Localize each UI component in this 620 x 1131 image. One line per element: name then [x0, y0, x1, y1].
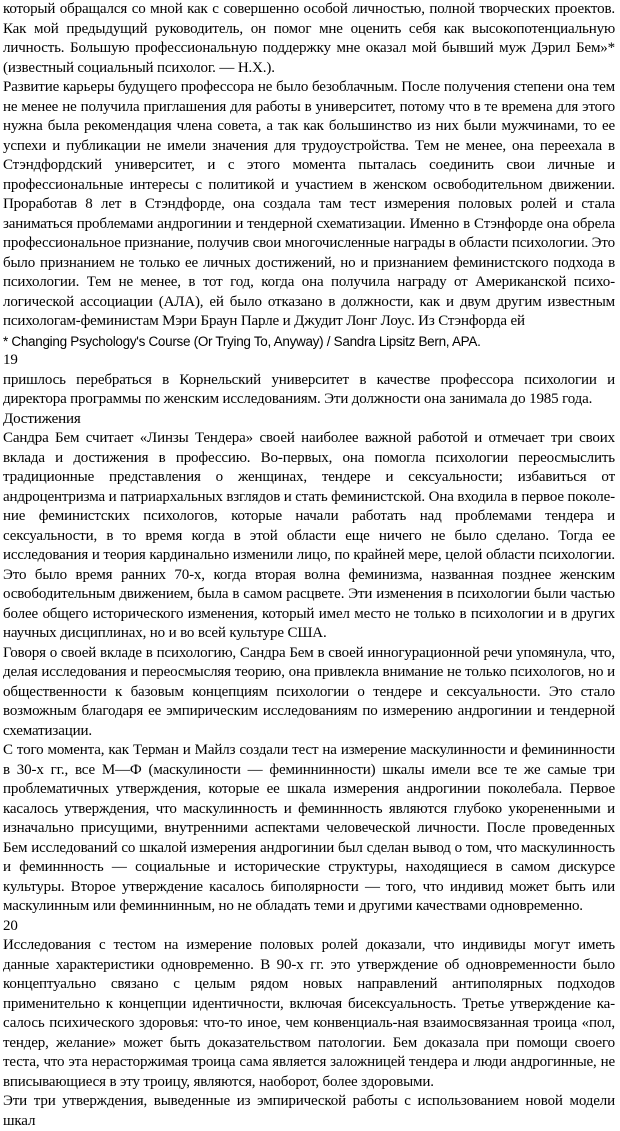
paragraph-intro-quote: который обращался со мной как с совершенно особой личностью, полной творческих проектов. Как мой предыдущий руководитель, он помог мне оценить себя как высокопотенциальную личность. Большую профессиональную поддержку мне оказал мой бывший муж Дэрил Бем»* (известный социальный психолог. — Н.Х.).	[3, 1, 615, 76]
section-heading: Достижения	[3, 410, 81, 427]
paragraph-career: Развитие карьеры будущего профессора не было безоблачным. После получения степени она тем не менее не получила приглашения для работы в университет, потому что в те времена для этого нужна была рекомендация члена совета, а так как большинство из них были мужчинами, то ее успехи и публикации не имели значения для трудоустройства. Тем не менее, она переехала в Стэндфордский университет, и с этого момента пыталась соединить свои личные и профессиональные интересы с политикой и участием в женском освободительном движении. Проработав 8 лет в Стэндфорде, она создала там тест измерения половых ролей и стала заниматься проблемами андрогинии и тендерной схематизации. Именно в Стэнфорде она обрела профессиональное признание, получив свои многочисленные награды в области психологии. Это было признанием не только ее личных достижений, но и признанием феминистского подхода в психологии. Тем не менее, в тот год, когда она получила награду от Американской психо-логической ассоциации (АЛА), ей было отказано в должности, как и двум другим известным психологам-феминистам Мэри Браун Парле и Джудит Лонг Лоус. Из Стэнфорда ей	[3, 79, 615, 329]
paragraph-research-results: Исследования с тестом на измерение половых ролей доказали, что индивиды могут иметь данные характеристики одновременно. В 90-х гг. это утверждение об одновременности было концептуально связано с целым рядом новых направлений антиполярных подходов применительно к концепции идентичности, включая бисексуальность. Третье утверждение ка-салось психического здоровья: что-то иное, чем конвенциаль-ная взаимосвязанная троица «пол, тендер, желание» может быть доказательством патологии. Бем доказала при помощи своего теста, что эта нерасторжимая троица сама является заложницей тендера и люди андрогинные, не вписывающиеся в эту троицу, являются, наоборот, более здоровыми.	[3, 937, 615, 1090]
paragraph-continued: пришлось перебраться в Корнельский университет в качестве профессора психологии и директора программы по женским исследованиям. Эти должности она занимала до 1985 года.	[3, 371, 615, 407]
page-number: 19	[3, 352, 18, 368]
paragraph-achievements: Сандра Бем считает «Линзы Тендера» своей наиболее важной работой и отмечает три своих вклада и достижения в профессию. Во-первых, она помогла психологии переосмыслить традиционные представления о женщинах, тендере и сексуальности; избавиться от андроцентризма и патриархальных взглядов и стать феминистской. Она входила в первое поколе-ние феминистских психологов, которые начали работать над проблемами тендера и сексуальности, в то время когда в этой области еще ничего не было сделано. Тогда ее исследования и теория кардинально изменили лицо, по крайней мере, целой области психологии. Это было время ранних 70-х, когда вторая волна феминизма, названная позднее женским освободительным движением, была в самом расцвете. Эти изменения в психологии были частью более общего исторического изменения, который имел место не только в психологии и в других научных дисциплинах, но и во всей культуре США.	[3, 430, 615, 641]
paragraph-contribution: Говоря о своей вкладе в психологию, Сандра Бем в своей инногурационной речи упомянула, что, делая исследования и переосмысляя теорию, она привлекла внимание не только психологов, но и общественности к базовым концепциям психологии о тендере и сексуальности. Это стало возможным благодаря ее эмпирическим исследованиям по измерению андрогинии и тендерной схематизации.	[3, 644, 615, 739]
paragraph-terman-miles: С того момента, как Терман и Майлз создали тест на измерение маскулинности и фемининности в 30-х гг., все М—Ф (маскулиности — феминнинности) шкалы имели все те же самые три проблематичных утверждения, которые ее шкала измерения андрогинии поколебала. Первое касалось утверждения, что маскулинность и феминнность являются глубоко укорененными и изначально присущими, внутренними аспектами человеческой личности. После проведенных Бем исследований со шкалой измерения андрогинии был сделан вывод о том, что маскулинность и феминнность — социальные и исторические структуры, находящиеся в самом дискурсе культуры. Второе утверждение касалось биполярности — того, что индивид может быть или маскулинным или феминнинным, но не обладать теми и другими качествами одновременно.	[3, 742, 615, 914]
paragraph-three-claims: Эти три утверждения, выведенные из эмпирической работы с использованием новой модели шкал	[3, 1093, 615, 1129]
footnote: * Changing Psychology's Course (Or Trying To, Anyway) / Sandra Lipsitz Bern, APA.	[3, 333, 481, 349]
document-page	[3, 0, 615, 1131]
page-number: 20	[3, 917, 18, 934]
